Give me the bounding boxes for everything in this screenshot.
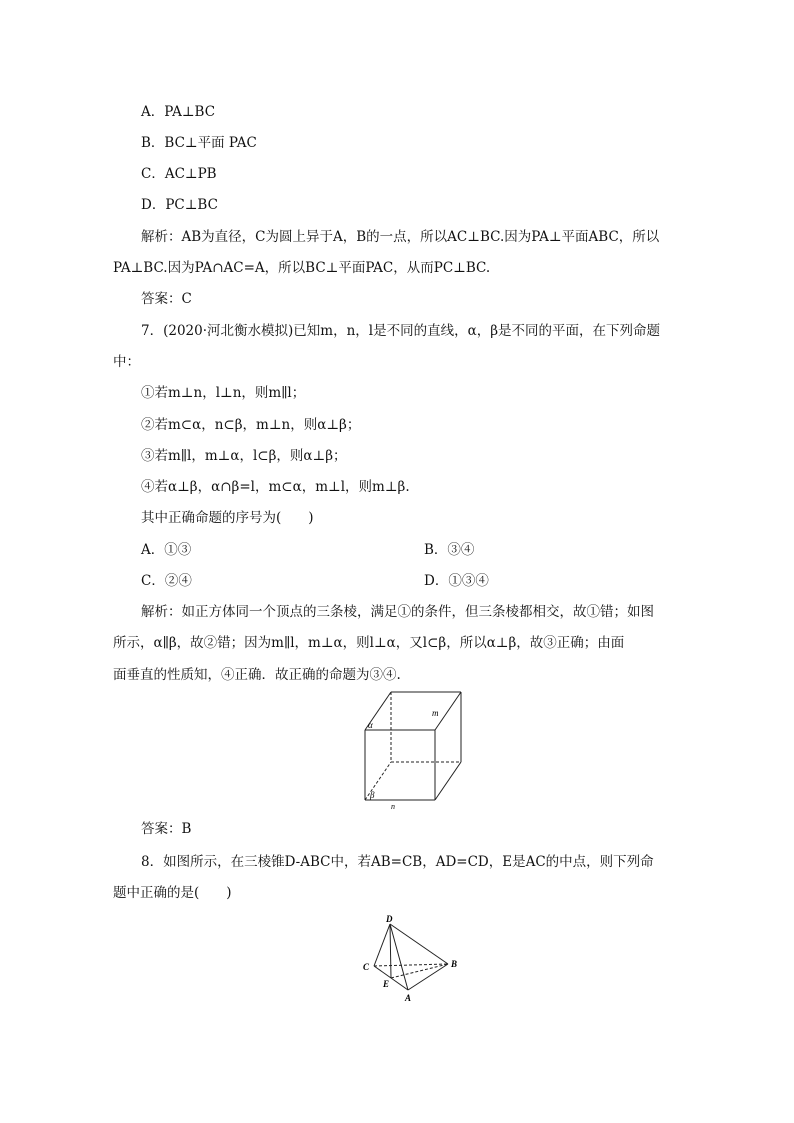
analysis-6-line-2: PA⊥BC.因为PA∩AC=A，所以BC⊥平面PAC，从而PC⊥BC. xyxy=(113,260,491,276)
answer-7: 答案：B xyxy=(141,821,192,837)
tetra-edge-da xyxy=(390,924,408,990)
proposition-1: ①若m⊥n，l⊥n，则m∥l； xyxy=(141,385,306,401)
option-d-7: D．①③④ xyxy=(424,573,489,589)
option-a-6: A．PA⊥BC xyxy=(141,104,216,120)
analysis-6-line-1: 解析：AB为直径，C为圆上异于A，B的一点，所以AC⊥BC.因为PA⊥平面ABC，所以 xyxy=(141,229,660,245)
answer-6: 答案：C xyxy=(141,291,192,307)
tetra-edge-ab xyxy=(408,964,448,990)
tetra-label-a: A xyxy=(405,993,412,1003)
tetra-label-b: B xyxy=(451,959,458,969)
question-7-line-1: 7．(2020·河北衡水模拟)已知m，n，l是不同的直线，α，β是不同的平面，在下列命题 xyxy=(141,323,661,339)
cube-edge xyxy=(435,762,461,800)
question-7-ask: 其中正确命题的序号为( ) xyxy=(141,510,314,526)
tetra-hidden-cb xyxy=(374,964,448,966)
tetra-label-e: E xyxy=(383,979,390,989)
option-b-6: B．BC⊥平面 PAC xyxy=(141,135,257,151)
cube-figure xyxy=(355,688,475,810)
tetra-segment-de xyxy=(390,924,391,978)
question-8-line-1: 8．如图所示，在三棱锥D-ABC中，若AB=CB，AD=CD，E是AC的中点，则下列命 xyxy=(141,854,654,870)
analysis-7-line-3: 面垂直的性质知，④正确．故正确的命题为③④. xyxy=(113,667,401,683)
tetrahedron-figure xyxy=(360,912,464,1008)
question-7-line-2: 中： xyxy=(113,354,140,370)
cube-label-alpha: α xyxy=(368,720,373,730)
option-b-7: B．③④ xyxy=(424,542,475,558)
tetra-hidden-eb xyxy=(391,964,448,978)
option-a-7: A．①③ xyxy=(141,542,192,558)
proposition-2: ②若m⊂α，n⊂β，m⊥n，则α⊥β； xyxy=(141,417,361,433)
tetra-edge-dc xyxy=(374,924,390,966)
cube-edge xyxy=(435,692,461,730)
tetra-label-c: C xyxy=(363,962,370,972)
analysis-7-line-2: 所示，α∥β，故②错；因为m∥l，m⊥α，则l⊥α，又l⊂β，所以α⊥β，故③正确；由面 xyxy=(113,635,625,651)
question-8-line-2: 题中正确的是( ) xyxy=(113,885,232,901)
analysis-7-line-1: 解析：如正方体同一个顶点的三条棱，满足①的条件，但三条棱都相交，故①错；如图 xyxy=(141,604,654,620)
option-c-6: C．AC⊥PB xyxy=(141,166,217,182)
proposition-3: ③若m∥l，m⊥α，l⊂β，则α⊥β； xyxy=(141,448,347,464)
tetra-label-d: D xyxy=(386,914,393,924)
cube-hidden-edge xyxy=(365,762,391,800)
option-c-7: C．②④ xyxy=(141,573,192,589)
cube-label-beta: β xyxy=(370,790,375,800)
cube-label-m: m xyxy=(432,708,439,718)
option-d-6: D．PC⊥BC xyxy=(141,197,218,213)
tetra-edge-db xyxy=(390,924,448,964)
proposition-4: ④若α⊥β，α∩β=l，m⊂α，m⊥l，则m⊥β. xyxy=(141,479,410,495)
cube-label-n: n xyxy=(391,802,395,810)
